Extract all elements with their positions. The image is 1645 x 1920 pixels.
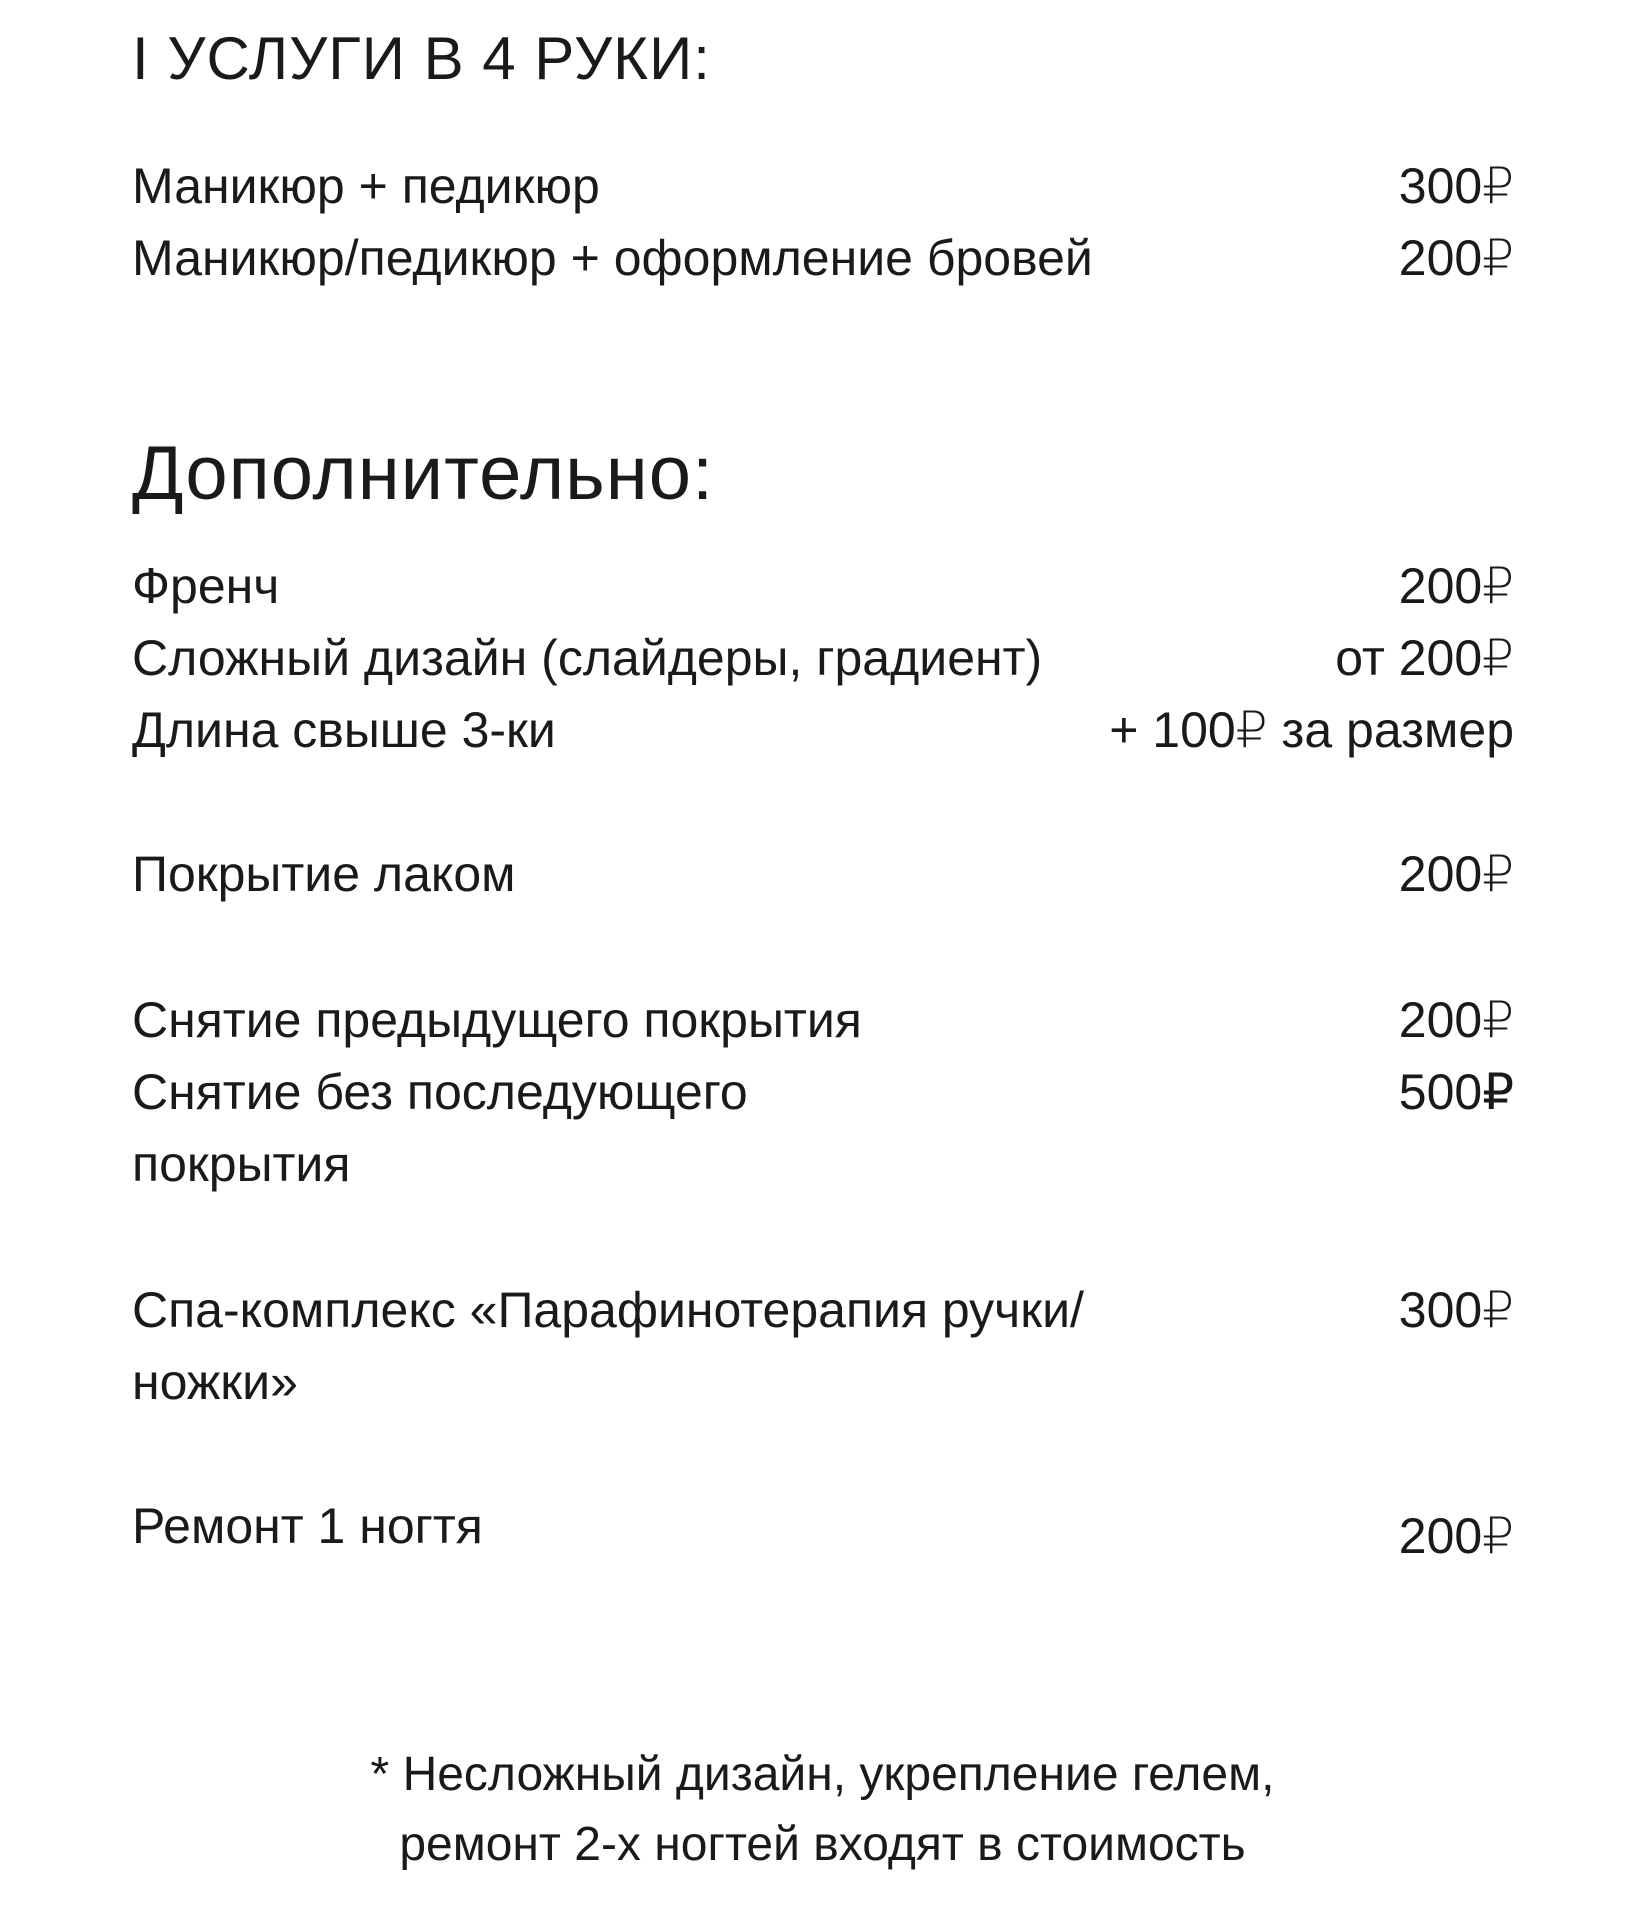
service-price: 200₽ [1398,558,1514,614]
page-title: I УСЛУГИ В 4 РУКИ: [132,25,711,92]
footnote-line: * Несложный дизайн, укрепление гелем, [370,1748,1275,1801]
service-price: 500₽ [1398,1064,1514,1120]
service-name: Снятие предыдущего покрытия [132,992,862,1048]
service-price: 200₽ [1398,1508,1514,1564]
service-price: + 100₽ за размер [1109,702,1514,758]
service-price: 200₽ [1398,992,1514,1048]
service-name: Сложный дизайн (слайдеры, градиент) [132,630,1043,686]
service-name: Спа-комплекс «Парафинотерапия ручки/ножки» [132,1282,1084,1410]
service-price: 300₽ [1398,158,1514,214]
service-name: Снятие без последующего покрытия [132,1064,748,1192]
service-price: 200₽ [1398,230,1514,286]
service-name: Маникюр/педикюр + оформление бровей [132,230,1093,286]
service-price: 200₽ [1398,846,1514,902]
service-price: от 200₽ [1335,630,1514,686]
service-name: Маникюр + педикюр [132,158,600,214]
service-name: Ремонт 1 ногтя [132,1498,483,1554]
footnote [0,1740,1645,1880]
service-price: 300₽ [1398,1282,1514,1338]
service-name: Длина свыше 3-ки [132,702,556,758]
service-name: Френч [132,558,280,614]
service-name: Покрытие лаком [132,846,516,902]
section-title: Дополнительно: [132,431,715,516]
footnote-line: ремонт 2-х ногтей входят в стоимость [399,1818,1246,1871]
